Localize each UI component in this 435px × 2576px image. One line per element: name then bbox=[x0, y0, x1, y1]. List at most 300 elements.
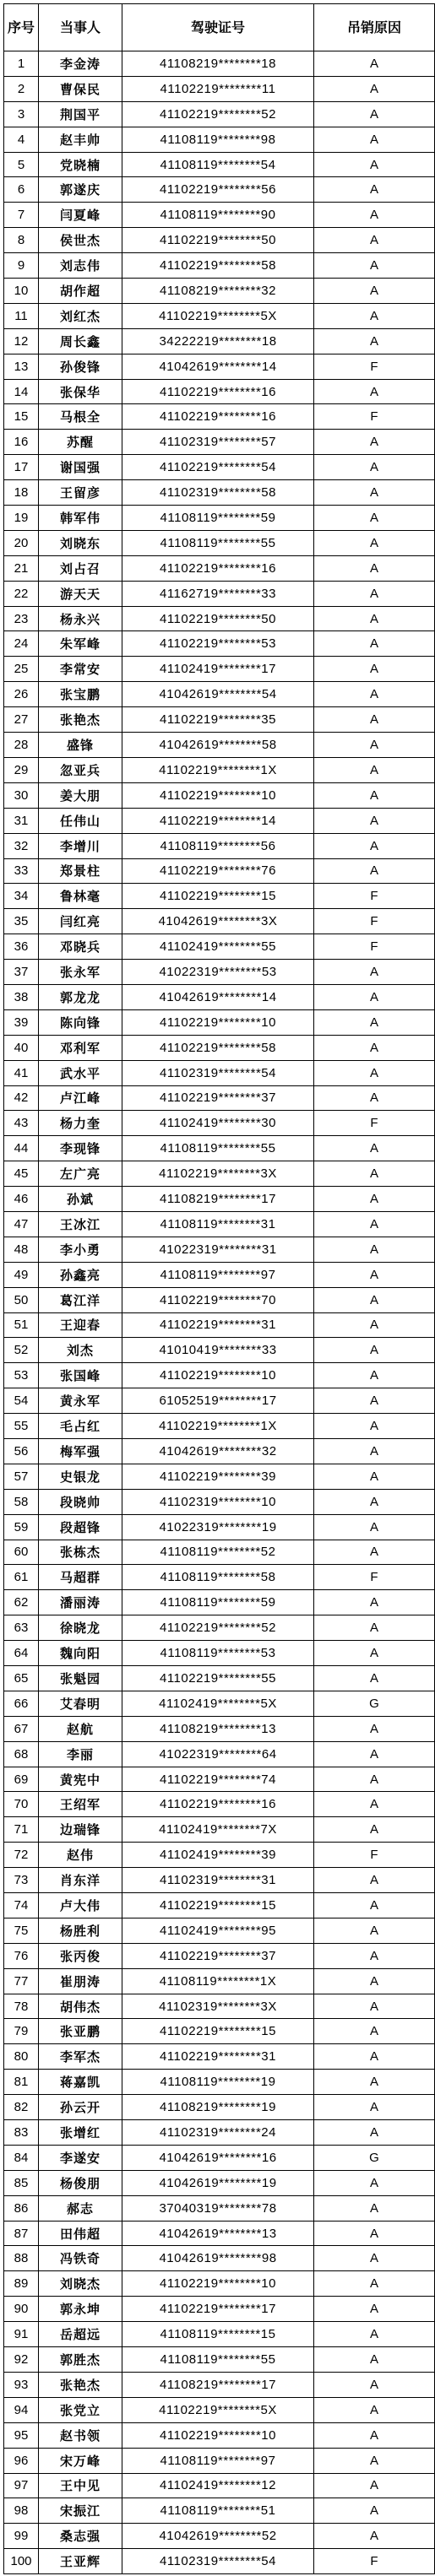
table-row bbox=[4, 480, 435, 506]
table-row bbox=[4, 1943, 435, 1968]
reason-cell: A bbox=[314, 2524, 435, 2549]
reason-cell: A bbox=[314, 1666, 435, 1691]
table-row bbox=[4, 1514, 435, 1540]
table-row bbox=[4, 2397, 435, 2422]
license-cell: 41102219********37 bbox=[122, 1085, 314, 1111]
name-cell: 张栋杰 bbox=[39, 1540, 122, 1565]
table-row bbox=[4, 1817, 435, 1843]
name-cell: 胡伟杰 bbox=[39, 1994, 122, 2019]
license-cell: 41102219********31 bbox=[122, 2044, 314, 2070]
seq-cell: 86 bbox=[4, 2195, 39, 2221]
seq-cell: 60 bbox=[4, 1540, 39, 1565]
license-cell: 41102319********3X bbox=[122, 1994, 314, 2019]
reason-cell: A bbox=[314, 1943, 435, 1968]
name-cell: 卢江峰 bbox=[39, 1085, 122, 1111]
name-cell: 田伟超 bbox=[39, 2221, 122, 2246]
table-row bbox=[4, 2221, 435, 2246]
table-row bbox=[4, 2524, 435, 2549]
name-cell: 艾春明 bbox=[39, 1691, 122, 1716]
table-row bbox=[4, 682, 435, 707]
name-cell: 张国峰 bbox=[39, 1363, 122, 1388]
reason-cell: A bbox=[314, 1464, 435, 1489]
reason-cell: F bbox=[314, 354, 435, 379]
license-cell: 41042619********19 bbox=[122, 2170, 314, 2195]
table-row bbox=[4, 1641, 435, 1666]
license-cell: 41102419********12 bbox=[122, 2473, 314, 2498]
table-row bbox=[4, 152, 435, 177]
reason-cell: A bbox=[314, 707, 435, 733]
license-cell: 41042619********16 bbox=[122, 2145, 314, 2170]
table-row bbox=[4, 1741, 435, 1767]
license-cell: 41102219********10 bbox=[122, 1009, 314, 1035]
name-cell: 郭遂庆 bbox=[39, 177, 122, 203]
name-cell: 杨力奎 bbox=[39, 1111, 122, 1136]
name-cell: 王中见 bbox=[39, 2473, 122, 2498]
table-row bbox=[4, 1792, 435, 1817]
name-cell: 孙鑫亮 bbox=[39, 1262, 122, 1287]
name-cell: 姜大朋 bbox=[39, 782, 122, 808]
license-cell: 41108219********32 bbox=[122, 279, 314, 304]
seq-cell: 36 bbox=[4, 934, 39, 960]
reason-cell: A bbox=[314, 1868, 435, 1893]
table-row bbox=[4, 228, 435, 253]
header-row bbox=[4, 4, 435, 51]
name-cell: 胡作超 bbox=[39, 279, 122, 304]
license-cell: 41102219********52 bbox=[122, 1615, 314, 1641]
license-cell: 41042619********14 bbox=[122, 984, 314, 1009]
reason-cell: A bbox=[314, 2422, 435, 2448]
license-cell: 41108219********19 bbox=[122, 2095, 314, 2120]
reason-cell: A bbox=[314, 1237, 435, 1262]
reason-cell: A bbox=[314, 631, 435, 657]
name-cell: 宋振江 bbox=[39, 2498, 122, 2524]
name-cell: 葛江洋 bbox=[39, 1287, 122, 1312]
table-row bbox=[4, 2095, 435, 2120]
name-cell: 潘丽涛 bbox=[39, 1590, 122, 1615]
name-cell: 李丽 bbox=[39, 1741, 122, 1767]
reason-cell: A bbox=[314, 1615, 435, 1641]
license-cell: 41042619********98 bbox=[122, 2246, 314, 2271]
license-cell: 41108119********97 bbox=[122, 1262, 314, 1287]
license-cell: 41102219********55 bbox=[122, 1666, 314, 1691]
seq-cell: 92 bbox=[4, 2347, 39, 2373]
seq-cell: 94 bbox=[4, 2397, 39, 2422]
table-row bbox=[4, 1287, 435, 1312]
name-cell: 刘杰 bbox=[39, 1338, 122, 1363]
reason-cell: A bbox=[314, 2322, 435, 2347]
license-cell: 41022319********64 bbox=[122, 1741, 314, 1767]
reason-cell: A bbox=[314, 1161, 435, 1187]
license-cell: 41102219********52 bbox=[122, 101, 314, 127]
name-cell: 王绍军 bbox=[39, 1792, 122, 1817]
table-row bbox=[4, 1666, 435, 1691]
name-cell: 杨俊朋 bbox=[39, 2170, 122, 2195]
table-row bbox=[4, 707, 435, 733]
name-cell: 卢大伟 bbox=[39, 1893, 122, 1918]
seq-cell: 72 bbox=[4, 1843, 39, 1868]
seq-cell: 38 bbox=[4, 984, 39, 1009]
table-row bbox=[4, 808, 435, 833]
seq-cell: 93 bbox=[4, 2372, 39, 2397]
reason-cell: F bbox=[314, 1843, 435, 1868]
table-row bbox=[4, 2498, 435, 2524]
seq-cell: 87 bbox=[4, 2221, 39, 2246]
seq-cell: 1 bbox=[4, 51, 39, 77]
reason-cell: A bbox=[314, 1741, 435, 1767]
license-cell: 41102319********24 bbox=[122, 2120, 314, 2146]
table-row bbox=[4, 2170, 435, 2195]
table-row bbox=[4, 1136, 435, 1161]
license-cell: 41102219********74 bbox=[122, 1767, 314, 1792]
reason-cell: A bbox=[314, 2372, 435, 2397]
table-row bbox=[4, 1716, 435, 1741]
reason-cell: A bbox=[314, 51, 435, 77]
license-cell: 41102219********58 bbox=[122, 1035, 314, 1060]
reason-cell: G bbox=[314, 2145, 435, 2170]
reason-cell: A bbox=[314, 379, 435, 404]
name-cell: 邓利军 bbox=[39, 1035, 122, 1060]
name-cell: 李金涛 bbox=[39, 51, 122, 77]
license-cell: 41102219********56 bbox=[122, 177, 314, 203]
license-cell: 41102219********10 bbox=[122, 782, 314, 808]
table-row bbox=[4, 379, 435, 404]
table-row bbox=[4, 1262, 435, 1287]
reason-cell: A bbox=[314, 2448, 435, 2473]
table-row bbox=[4, 1414, 435, 1439]
table-row bbox=[4, 2347, 435, 2373]
reason-cell: A bbox=[314, 2347, 435, 2373]
reason-cell: A bbox=[314, 581, 435, 606]
seq-cell: 41 bbox=[4, 1060, 39, 1085]
license-cell: 41108119********55 bbox=[122, 1136, 314, 1161]
name-cell: 孙斌 bbox=[39, 1187, 122, 1212]
table-row bbox=[4, 328, 435, 354]
reason-cell: F bbox=[314, 1565, 435, 1590]
seq-cell: 17 bbox=[4, 455, 39, 480]
reason-cell: A bbox=[314, 455, 435, 480]
seq-cell: 65 bbox=[4, 1666, 39, 1691]
reason-cell: A bbox=[314, 1363, 435, 1388]
seq-cell: 18 bbox=[4, 480, 39, 506]
table-row bbox=[4, 1540, 435, 1565]
reason-cell: A bbox=[314, 1792, 435, 1817]
name-cell: 任伟山 bbox=[39, 808, 122, 833]
reason-cell: A bbox=[314, 1817, 435, 1843]
seq-cell: 28 bbox=[4, 733, 39, 758]
license-cell: 41102219********76 bbox=[122, 858, 314, 884]
table-row bbox=[4, 1968, 435, 1994]
name-cell: 荆国平 bbox=[39, 101, 122, 127]
table-row bbox=[4, 782, 435, 808]
name-cell: 肖东洋 bbox=[39, 1868, 122, 1893]
license-cell: 41102219********5X bbox=[122, 2397, 314, 2422]
license-cell: 41102419********5X bbox=[122, 1691, 314, 1716]
table-row bbox=[4, 2271, 435, 2297]
reason-cell: A bbox=[314, 1514, 435, 1540]
reason-cell: A bbox=[314, 984, 435, 1009]
name-cell: 毛占红 bbox=[39, 1414, 122, 1439]
reason-cell: A bbox=[314, 733, 435, 758]
table-row bbox=[4, 404, 435, 430]
table-header bbox=[4, 4, 435, 51]
name-cell: 李常安 bbox=[39, 657, 122, 682]
seq-cell: 29 bbox=[4, 757, 39, 782]
name-cell: 张保华 bbox=[39, 379, 122, 404]
seq-cell: 71 bbox=[4, 1817, 39, 1843]
name-cell: 张党立 bbox=[39, 2397, 122, 2422]
reason-cell: A bbox=[314, 1287, 435, 1312]
license-cell: 41102219********14 bbox=[122, 808, 314, 833]
seq-cell: 98 bbox=[4, 2498, 39, 2524]
seq-cell: 10 bbox=[4, 279, 39, 304]
table-row bbox=[4, 455, 435, 480]
seq-cell: 42 bbox=[4, 1085, 39, 1111]
license-cell: 41102419********17 bbox=[122, 657, 314, 682]
reason-cell: F bbox=[314, 404, 435, 430]
seq-cell: 56 bbox=[4, 1438, 39, 1464]
seq-cell: 2 bbox=[4, 76, 39, 101]
license-cell: 41102319********10 bbox=[122, 1489, 314, 1514]
license-cell: 41102219********15 bbox=[122, 1893, 314, 1918]
table-row bbox=[4, 1438, 435, 1464]
name-cell: 黄宪中 bbox=[39, 1767, 122, 1792]
name-cell: 桑志强 bbox=[39, 2524, 122, 2549]
license-cell: 41102219********17 bbox=[122, 2297, 314, 2322]
reason-cell: A bbox=[314, 657, 435, 682]
table-row bbox=[4, 279, 435, 304]
name-cell: 苏醒 bbox=[39, 430, 122, 455]
license-cell: 41102319********58 bbox=[122, 480, 314, 506]
table-row bbox=[4, 51, 435, 77]
seq-cell: 51 bbox=[4, 1312, 39, 1338]
license-cell: 41102219********15 bbox=[122, 2019, 314, 2044]
table-row bbox=[4, 1085, 435, 1111]
reason-cell: A bbox=[314, 1009, 435, 1035]
table-row bbox=[4, 1312, 435, 1338]
reason-cell: A bbox=[314, 1716, 435, 1741]
reason-cell: F bbox=[314, 934, 435, 960]
reason-cell: A bbox=[314, 1388, 435, 1414]
license-cell: 41108119********55 bbox=[122, 530, 314, 555]
revocation-table bbox=[3, 3, 435, 2574]
license-cell: 41102219********70 bbox=[122, 1287, 314, 1312]
license-cell: 41102219********5X bbox=[122, 303, 314, 328]
seq-cell: 27 bbox=[4, 707, 39, 733]
name-cell: 刘占召 bbox=[39, 555, 122, 581]
name-cell: 史银龙 bbox=[39, 1464, 122, 1489]
seq-cell: 8 bbox=[4, 228, 39, 253]
name-cell: 闫夏峰 bbox=[39, 203, 122, 228]
seq-cell: 100 bbox=[4, 2549, 39, 2574]
table-row bbox=[4, 2120, 435, 2146]
seq-cell: 4 bbox=[4, 127, 39, 152]
seq-cell: 80 bbox=[4, 2044, 39, 2070]
reason-cell: A bbox=[314, 2246, 435, 2271]
name-cell: 崔朋涛 bbox=[39, 1968, 122, 1994]
name-cell: 党晓楠 bbox=[39, 152, 122, 177]
license-cell: 41108119********98 bbox=[122, 127, 314, 152]
name-cell: 郝志 bbox=[39, 2195, 122, 2221]
table-row bbox=[4, 1868, 435, 1893]
license-cell: 41102219********50 bbox=[122, 228, 314, 253]
reason-cell: A bbox=[314, 2221, 435, 2246]
reason-cell: A bbox=[314, 1262, 435, 1287]
reason-cell: A bbox=[314, 2271, 435, 2297]
seq-cell: 9 bbox=[4, 253, 39, 279]
table-row bbox=[4, 2145, 435, 2170]
table-row bbox=[4, 1338, 435, 1363]
table-row bbox=[4, 1009, 435, 1035]
seq-cell: 31 bbox=[4, 808, 39, 833]
seq-cell: 69 bbox=[4, 1767, 39, 1792]
name-cell: 孙俊锋 bbox=[39, 354, 122, 379]
license-cell: 41102219********10 bbox=[122, 2271, 314, 2297]
table-row bbox=[4, 1843, 435, 1868]
license-cell: 41108219********17 bbox=[122, 2372, 314, 2397]
reason-cell: A bbox=[314, 430, 435, 455]
name-cell: 王迎春 bbox=[39, 1312, 122, 1338]
seq-cell: 23 bbox=[4, 606, 39, 631]
name-cell: 盛锋 bbox=[39, 733, 122, 758]
name-cell: 李遂安 bbox=[39, 2145, 122, 2170]
seq-cell: 5 bbox=[4, 152, 39, 177]
reason-cell: A bbox=[314, 1136, 435, 1161]
name-cell: 徐晓龙 bbox=[39, 1615, 122, 1641]
seq-cell: 43 bbox=[4, 1111, 39, 1136]
table-row bbox=[4, 2044, 435, 2070]
seq-cell: 85 bbox=[4, 2170, 39, 2195]
name-cell: 游天天 bbox=[39, 581, 122, 606]
license-cell: 41108219********13 bbox=[122, 1716, 314, 1741]
table-row bbox=[4, 2422, 435, 2448]
license-cell: 41102219********53 bbox=[122, 631, 314, 657]
name-cell: 鲁林毫 bbox=[39, 884, 122, 909]
name-cell: 李小勇 bbox=[39, 1237, 122, 1262]
seq-cell: 52 bbox=[4, 1338, 39, 1363]
reason-cell: A bbox=[314, 76, 435, 101]
name-cell: 王亚辉 bbox=[39, 2549, 122, 2574]
license-cell: 41102219********50 bbox=[122, 606, 314, 631]
license-cell: 61052519********17 bbox=[122, 1388, 314, 1414]
seq-cell: 82 bbox=[4, 2095, 39, 2120]
name-cell: 梅军强 bbox=[39, 1438, 122, 1464]
seq-cell: 3 bbox=[4, 101, 39, 127]
reason-cell: A bbox=[314, 1893, 435, 1918]
seq-cell: 57 bbox=[4, 1464, 39, 1489]
name-cell: 郑景柱 bbox=[39, 858, 122, 884]
name-cell: 赵丰帅 bbox=[39, 127, 122, 152]
reason-cell: F bbox=[314, 1111, 435, 1136]
table-row bbox=[4, 833, 435, 858]
license-cell: 41022319********31 bbox=[122, 1237, 314, 1262]
license-cell: 41108119********59 bbox=[122, 506, 314, 531]
seq-cell: 32 bbox=[4, 833, 39, 858]
seq-cell: 11 bbox=[4, 303, 39, 328]
reason-cell: A bbox=[314, 2044, 435, 2070]
reason-cell: A bbox=[314, 2473, 435, 2498]
name-cell: 刘红杰 bbox=[39, 303, 122, 328]
license-cell: 41108119********54 bbox=[122, 152, 314, 177]
name-cell: 蒋嘉凯 bbox=[39, 2070, 122, 2095]
seq-cell: 75 bbox=[4, 1918, 39, 1943]
name-cell: 刘志伟 bbox=[39, 253, 122, 279]
seq-cell: 50 bbox=[4, 1287, 39, 1312]
table-row bbox=[4, 934, 435, 960]
seq-cell: 58 bbox=[4, 1489, 39, 1514]
reason-cell: A bbox=[314, 2498, 435, 2524]
table-row bbox=[4, 303, 435, 328]
reason-cell: A bbox=[314, 1590, 435, 1615]
license-cell: 41108119********52 bbox=[122, 1540, 314, 1565]
table-row bbox=[4, 2297, 435, 2322]
name-cell: 张艳杰 bbox=[39, 2372, 122, 2397]
reason-cell: A bbox=[314, 1641, 435, 1666]
seq-cell: 78 bbox=[4, 1994, 39, 2019]
seq-cell: 79 bbox=[4, 2019, 39, 2044]
name-cell: 冯铁奇 bbox=[39, 2246, 122, 2271]
table-row bbox=[4, 2473, 435, 2498]
name-cell: 郭永坤 bbox=[39, 2297, 122, 2322]
seq-cell: 20 bbox=[4, 530, 39, 555]
seq-cell: 44 bbox=[4, 1136, 39, 1161]
seq-cell: 59 bbox=[4, 1514, 39, 1540]
license-cell: 41108119********56 bbox=[122, 833, 314, 858]
license-cell: 41042619********32 bbox=[122, 1438, 314, 1464]
seq-cell: 6 bbox=[4, 177, 39, 203]
table-row bbox=[4, 76, 435, 101]
reason-cell: A bbox=[314, 2195, 435, 2221]
name-cell: 赵伟 bbox=[39, 1843, 122, 1868]
table-row bbox=[4, 253, 435, 279]
seq-cell: 33 bbox=[4, 858, 39, 884]
seq-cell: 70 bbox=[4, 1792, 39, 1817]
seq-cell: 54 bbox=[4, 1388, 39, 1414]
table-row bbox=[4, 1918, 435, 1943]
table-row bbox=[4, 1464, 435, 1489]
name-cell: 武水平 bbox=[39, 1060, 122, 1085]
license-cell: 41102319********57 bbox=[122, 430, 314, 455]
reason-cell: A bbox=[314, 1414, 435, 1439]
table-row bbox=[4, 506, 435, 531]
reason-cell: A bbox=[314, 1438, 435, 1464]
seq-cell: 99 bbox=[4, 2524, 39, 2549]
seq-cell: 68 bbox=[4, 1741, 39, 1767]
table-row bbox=[4, 1363, 435, 1388]
name-cell: 张艳杰 bbox=[39, 707, 122, 733]
license-cell: 41102219********16 bbox=[122, 555, 314, 581]
seq-cell: 46 bbox=[4, 1187, 39, 1212]
reason-cell: A bbox=[314, 682, 435, 707]
seq-cell: 7 bbox=[4, 203, 39, 228]
reason-cell: A bbox=[314, 757, 435, 782]
license-cell: 41108219********17 bbox=[122, 1187, 314, 1212]
name-cell: 谢国强 bbox=[39, 455, 122, 480]
reason-cell: A bbox=[314, 606, 435, 631]
seq-cell: 73 bbox=[4, 1868, 39, 1893]
seq-cell: 25 bbox=[4, 657, 39, 682]
name-cell: 刘晓杰 bbox=[39, 2271, 122, 2297]
reason-cell: A bbox=[314, 1211, 435, 1237]
reason-cell: A bbox=[314, 2170, 435, 2195]
reason-cell: A bbox=[314, 1085, 435, 1111]
reason-cell: A bbox=[314, 101, 435, 127]
table-row bbox=[4, 1994, 435, 2019]
reason-cell: A bbox=[314, 328, 435, 354]
seq-cell: 76 bbox=[4, 1943, 39, 1968]
table-row bbox=[4, 858, 435, 884]
table-row bbox=[4, 1111, 435, 1136]
name-cell: 张增红 bbox=[39, 2120, 122, 2146]
